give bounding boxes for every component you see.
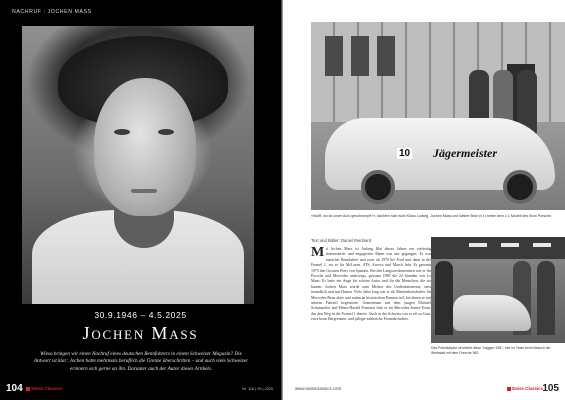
life-dates: 30.9.1946 – 4.5.2025 [94, 310, 187, 320]
photo-window [351, 36, 369, 76]
workshop-ceiling [431, 237, 565, 259]
photo-window [325, 36, 343, 76]
brand-logo-icon [507, 387, 511, 391]
photo-window [377, 36, 395, 76]
right-page [283, 0, 565, 400]
workshop-person [537, 261, 555, 335]
top-photo-caption: «Wolff, wo ist unser Auto geschrumpft?», dachten sich wohl Klaus Ludwig, Jochen Mass und Walter Brun (v.l.) hinter dem 1:1 Modell des Brun Porsche. [311, 214, 552, 218]
portrait-photo [22, 26, 254, 304]
workshop-light [533, 243, 551, 247]
left-page [0, 0, 281, 400]
car-number: 10 [399, 148, 411, 159]
workshop-car [453, 295, 531, 331]
car-sponsor-logo: Jägermeister [433, 146, 497, 160]
section-label: NACHRUF [12, 9, 42, 15]
photo-wheel [361, 170, 395, 204]
section-separator: | [43, 9, 48, 15]
website-url: www.swissclassics.com [295, 386, 342, 391]
intro-text: Wieso bringen wir einen Nachruf eines deutschen Rennfahrers in einem Schweizer Magazin? Die Antwort ist klar: Jochen hatte mehrmals beruflich die Grenze überschritten – und auch viele Schweizer erinnern sich gerne an ihn. Darunter auch der Autor dieses Artikels. [33, 351, 249, 372]
brand-right-label: Swiss Classics [511, 386, 543, 391]
page-number-left: 104 [6, 383, 23, 394]
section-tag [12, 9, 92, 15]
brand-left [26, 386, 63, 391]
portrait-eye-left [114, 129, 130, 135]
workshop-photo-caption: Das Präsidialpilot verrichtet diese Traggen 1987, hier im Team beim Besuch der Werkstatt mit dem Porsche 962. [431, 346, 551, 355]
article-body-text: it Jochen Mass ist Anfang Mai dieses Jahres ein vielseitig interessierter und engagierter Mann von uns gegangen. Er war zunächst Rennfahrer und zwar ab 1970 bei Ford und dann in der Formel 1, wo er für McLaren, ATS, Arrows und March fuhr. Er gewann 1975 den Grossen Preis von Spanien. Bei den Langstreckenrennen war er für Porsche und Mercedes unterwegs, gewann 1989 die 24 Stunden von Le Mans. Er hatte ein Auge für schöne Autos und für die Menschen, die sie bauten. Jochen Mass wurde zum Meister des Understatements, stets freundlich und mit Humor. Viele Jahre lang war er als Markenbotschafter für Mercedes-Benz aktiv und nahm an historischen Rennen teil, bei denen er mit seinem Fahrstil begeisterte. Gemeinsam mit dem jungen Michael Schumacher und Heinz-Harald Frentzen fuhr er im Mercedes-Junior-Team, das den Weg in die Formel 1 ebnete. Auch in der Schweiz war er oft zu Gast, etwa beim Bergrennen, und pflegte zahlreiche Freundschaften. [311, 247, 431, 322]
portrait-face [94, 78, 196, 216]
photo-wheel [503, 170, 537, 204]
workshop-person [435, 261, 453, 335]
workshop-photo [431, 237, 565, 343]
article-body [311, 247, 431, 375]
author-credits: Text und Bilder: Daniel Reinhard [311, 238, 372, 243]
brand-right [507, 386, 544, 391]
issue-info: Nr. 116 | 05 | 2025 [242, 387, 273, 391]
portrait-mouth [131, 189, 157, 193]
workshop-light [469, 243, 487, 247]
workshop-light [501, 243, 519, 247]
page-number-right: 105 [542, 383, 559, 394]
race-car-photo [311, 22, 565, 210]
brand-logo-icon [26, 387, 30, 391]
brand-left-label: Swiss Classics [31, 386, 63, 391]
section-sub-label: JOCHEN MASS [47, 9, 92, 15]
drop-cap: M [311, 247, 325, 260]
portrait-eye-right [158, 129, 174, 135]
person-name: Jochen Mass [82, 323, 199, 343]
